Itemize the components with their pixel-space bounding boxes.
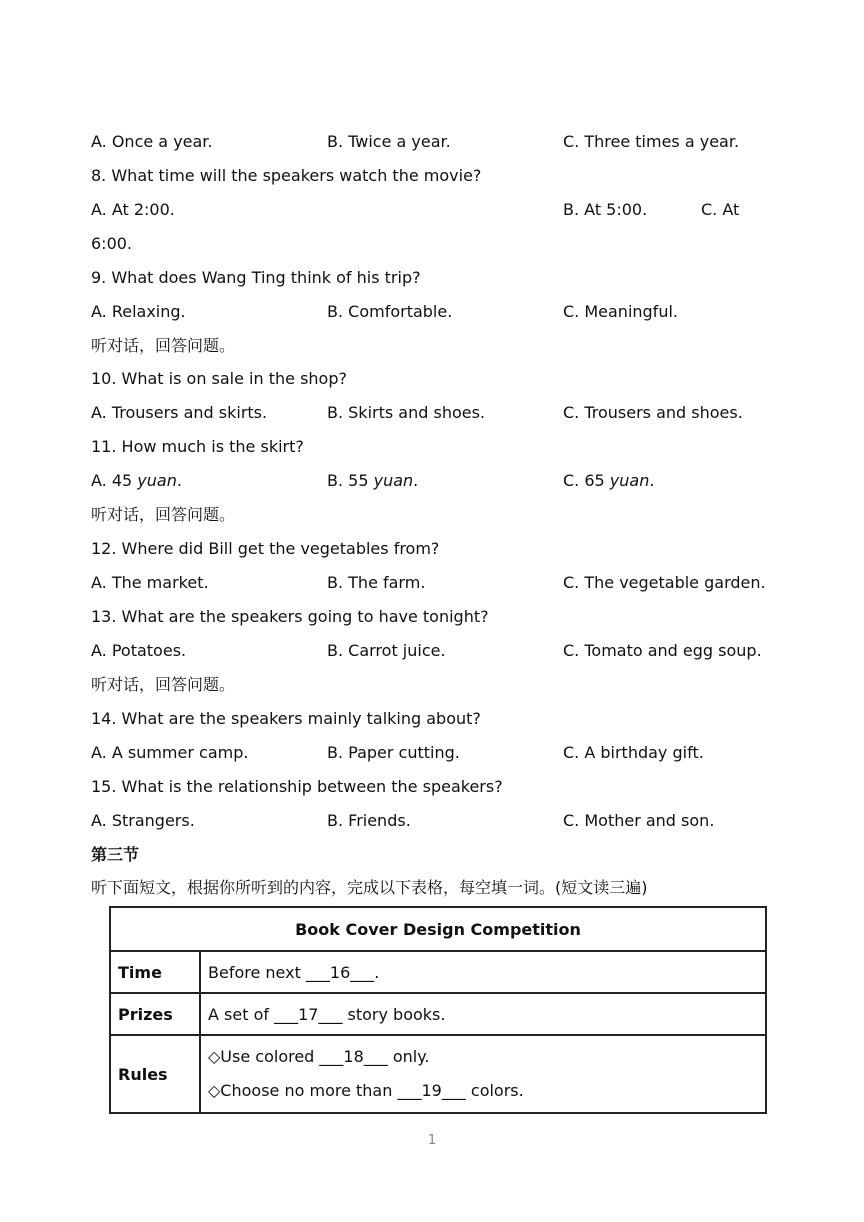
- q11-question: 11. How much is the skirt?: [91, 437, 304, 456]
- q12-option-b: B. The farm.: [327, 573, 426, 592]
- q13-option-a: A. Potatoes.: [91, 641, 187, 660]
- table-title: Book Cover Design Competition: [110, 907, 766, 951]
- q11-option-b: B. 55 yuan.: [327, 471, 419, 490]
- q11-option-a: A. 45 yuan.: [91, 471, 182, 490]
- q7-option-a: A. Once a year.: [91, 132, 213, 151]
- q9-option-b: B. Comfortable.: [327, 302, 453, 321]
- table-row-time: [110, 951, 766, 993]
- q13-question: 13. What are the speakers going to have tonight?: [91, 607, 489, 626]
- instruction-listen-1: 听对话，回答问题。: [91, 336, 236, 355]
- time-value: Before next ___16___.: [200, 951, 766, 993]
- prizes-value: A set of ___17___ story books.: [200, 993, 766, 1035]
- section-3-heading: 第三节: [91, 845, 140, 864]
- q15-question: 15. What is the relationship between the speakers?: [91, 777, 503, 796]
- page-number: 1: [427, 1133, 437, 1148]
- q14-option-c: C. A birthday gift.: [563, 743, 704, 762]
- q10-option-a: A. Trousers and skirts.: [91, 403, 268, 422]
- instruction-listen-2: 听对话，回答问题。: [91, 505, 236, 524]
- instruction-listen-3: 听对话，回答问题。: [91, 675, 236, 694]
- q8-option-c-continued: 6:00.: [91, 234, 133, 253]
- competition-table: [109, 906, 767, 1114]
- q8-option-c: C. At: [701, 200, 740, 219]
- q13-option-c: C. Tomato and egg soup.: [563, 641, 762, 660]
- q8-question: 8. What time will the speakers watch the movie?: [91, 166, 482, 185]
- q15-option-b: B. Friends.: [327, 811, 411, 830]
- q7-option-b: B. Twice a year.: [327, 132, 451, 151]
- q12-option-c: C. The vegetable garden.: [563, 573, 766, 592]
- rule-1: ◇Use colored ___18___ only.: [208, 1047, 430, 1066]
- q7-option-c: C. Three times a year.: [563, 132, 740, 151]
- q14-option-b: B. Paper cutting.: [327, 743, 460, 762]
- q9-question: 9. What does Wang Ting think of his trip?: [91, 268, 421, 287]
- rule-2: ◇Choose no more than ___19___ colors.: [208, 1081, 524, 1100]
- q13-option-b: B. Carrot juice.: [327, 641, 446, 660]
- q15-option-a: A. Strangers.: [91, 811, 195, 830]
- q8-option-a: A. At 2:00.: [91, 200, 175, 219]
- q12-question: 12. Where did Bill get the vegetables from?: [91, 539, 440, 558]
- table-row-rules: [110, 1035, 766, 1113]
- q10-option-c: C. Trousers and shoes.: [563, 403, 743, 422]
- time-label: Time: [110, 951, 200, 993]
- table-row-prizes: [110, 993, 766, 1035]
- q9-option-c: C. Meaningful.: [563, 302, 678, 321]
- table-title-row: [110, 907, 766, 951]
- q14-option-a: A. A summer camp.: [91, 743, 249, 762]
- rules-label: Rules: [110, 1035, 200, 1113]
- section-3-instruction: 听下面短文，根据你所听到的内容，完成以下表格，每空填一词。(短文读三遍): [91, 878, 648, 897]
- q12-option-a: A. The market.: [91, 573, 209, 592]
- q14-question: 14. What are the speakers mainly talking about?: [91, 709, 481, 728]
- q9-option-a: A. Relaxing.: [91, 302, 186, 321]
- q15-option-c: C. Mother and son.: [563, 811, 715, 830]
- q10-option-b: B. Skirts and shoes.: [327, 403, 486, 422]
- prizes-label: Prizes: [110, 993, 200, 1035]
- q8-option-b: B. At 5:00.: [563, 200, 648, 219]
- q10-question: 10. What is on sale in the shop?: [91, 369, 347, 388]
- q11-option-c: C. 65 yuan.: [563, 471, 655, 490]
- rules-value: [200, 1035, 766, 1113]
